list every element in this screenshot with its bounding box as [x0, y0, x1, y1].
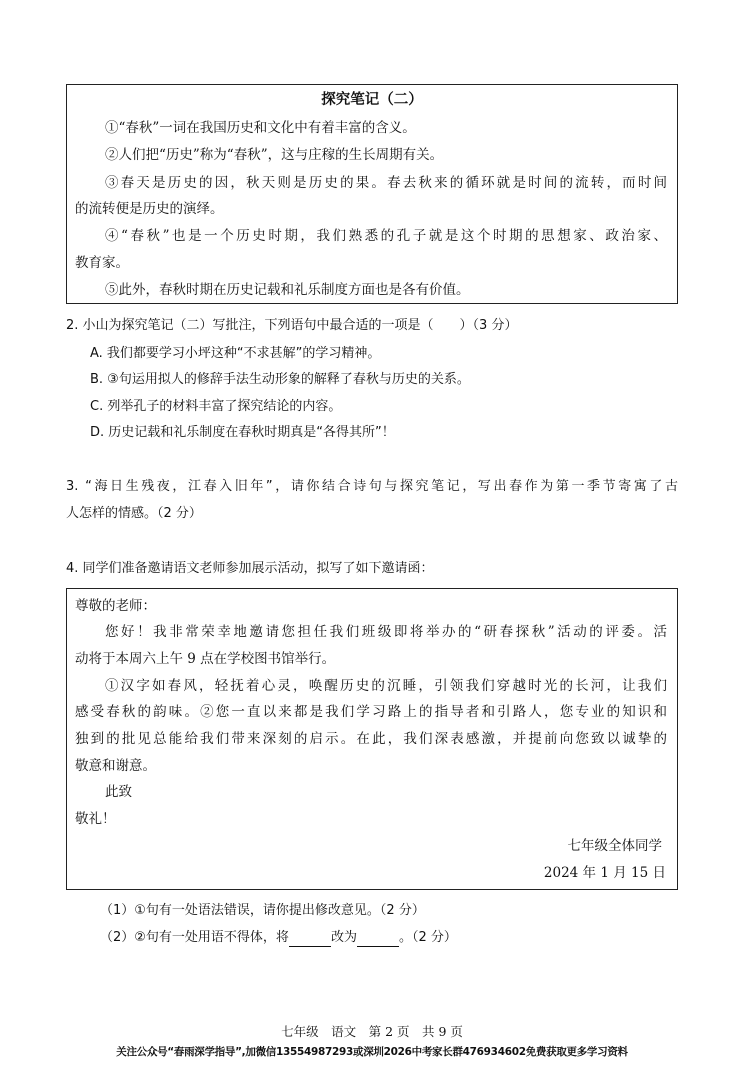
q4-sub-1: （1）①句有一处语法错误，请你提出修改意见。（2 分）: [100, 903, 425, 918]
letter-closing-2: 敬礼！: [75, 811, 116, 827]
letter-p2c: 独到的批见总能给我们带来深刻的启示。在此，我们深表感激，并提前向您致以诚挚的: [75, 731, 667, 747]
notes-title: 探究笔记（二）: [321, 91, 423, 108]
answer-blank-2[interactable]: [357, 933, 399, 947]
q4-sub-2-text-b: 改为: [330, 930, 357, 945]
q2-stem: 2. 小山为探究笔记（二）写批注，下列语句中最合适的一项是（ ）（3 分）: [66, 318, 518, 333]
q4-stem: 4. 同学们准备邀请语文老师参加展示活动，拟写了如下邀请函：: [66, 561, 434, 576]
q4-sub-2: [100, 929, 457, 947]
notes-box: [66, 84, 678, 304]
letter-signature: 七年级全体同学: [567, 838, 662, 854]
q3-line-2: 人怎样的情感。（2 分）: [66, 506, 202, 521]
q2-option-a: A. 我们都要学习小坪这种“不求甚解”的学习精神。: [90, 346, 381, 361]
letter-p2a: ①汉字如春风，轻抚着心灵，唤醒历史的沉睡，引领我们穿越时光的长河，让我们: [105, 678, 667, 694]
letter-p2b: 感受春秋的韵味。②您一直以来都是我们学习路上的指导者和引路人，您专业的知识和: [75, 704, 667, 720]
letter-p1b: 动将于本周六上午 9 点在学校图书馆举行。: [75, 651, 336, 667]
notes-point-3b: 的流转便是历史的演绎。: [75, 201, 224, 217]
answer-blank-1[interactable]: [289, 933, 331, 947]
notes-point-4a: ④“春秋”也是一个历史时期，我们熟悉的孔子就是这个时期的思想家、政治家、: [105, 228, 667, 244]
letter-closing-1: 此致: [105, 784, 132, 800]
letter-date: 2024 年 1 月 15 日: [543, 865, 666, 881]
q2-option-b: B. ③句运用拟人的修辞手法生动形象的解释了春秋与历史的关系。: [90, 372, 470, 387]
notes-point-2: ②人们把“历史”称为“春秋”，这与庄稼的生长周期有关。: [105, 147, 444, 163]
letter-p2d: 敬意和谢意。: [75, 758, 156, 774]
footer-note: 关注公众号“春雨深学指导”,加微信13554987293或深圳2026中考家长群476934602免费获取更多学习资料: [116, 1046, 628, 1058]
q2-option-d: D. 历史记载和礼乐制度在春秋时期真是“各得其所”！: [90, 425, 395, 440]
q4-sub-2-text-c: 。（2 分）: [398, 930, 457, 945]
page-number: 七年级 语文 第 2 页 共 9 页: [281, 1024, 463, 1039]
letter-salutation: 尊敬的老师：: [75, 598, 156, 614]
q4-sub-2-text-a: （2）②句有一处用语不得体，将: [100, 930, 289, 945]
notes-point-4b: 教育家。: [75, 255, 129, 271]
q2-option-c: C. 列举孔子的材料丰富了探究结论的内容。: [90, 399, 342, 414]
notes-point-5: ⑤此外，春秋时期在历史记载和礼乐制度方面也是各有价值。: [105, 282, 470, 298]
q3-line-1: 3. “海日生残夜，江春入旧年”，请你结合诗句与探究笔记，写出春作为第一季节寄寓了古: [66, 479, 678, 494]
notes-point-3a: ③春天是历史的因，秋天则是历史的果。春去秋来的循环就是时间的流转，而时间: [105, 175, 667, 191]
notes-point-1: ①“春秋”一词在我国历史和文化中有着丰富的含义。: [105, 120, 416, 136]
letter-p1a: 您好！我非常荣幸地邀请您担任我们班级即将举办的“研春探秋”活动的评委。活: [105, 624, 667, 640]
